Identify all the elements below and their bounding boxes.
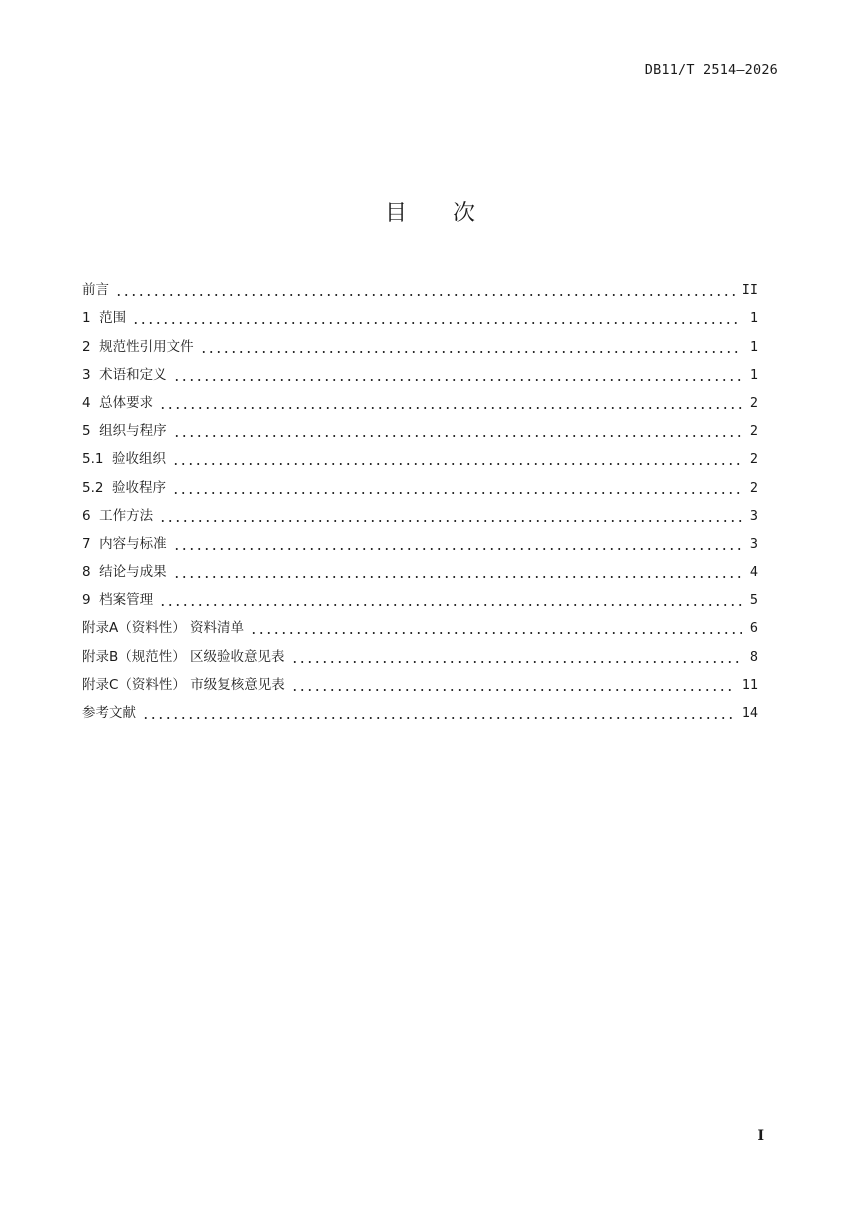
toc-entry-label: 9 档案管理	[82, 592, 154, 609]
toc-entry[interactable]	[82, 582, 758, 610]
toc-entry-label: 5.2 验收程序	[82, 479, 167, 496]
toc-dot-leader	[173, 421, 742, 441]
toc-entry-page: 1	[749, 310, 758, 327]
toc-dot-leader	[173, 562, 742, 582]
toc-entry-page: 11	[741, 676, 758, 693]
toc-dot-leader	[250, 618, 742, 638]
toc-entry-page: 14	[741, 705, 758, 721]
toc-entry-page: 4	[749, 564, 758, 581]
toc-entry-page: 2	[749, 479, 758, 496]
toc-entry-label: 3 术语和定义	[82, 366, 167, 383]
toc-dot-leader	[291, 647, 742, 667]
toc-entry-page: 2	[749, 394, 758, 411]
toc-entry-page: 2	[749, 451, 758, 468]
toc-entry-label: 2 规范性引用文件	[82, 338, 194, 355]
toc-entry-page: 3	[749, 507, 758, 524]
toc-entry-label: 6 工作方法	[82, 507, 154, 524]
toc-entry[interactable]	[82, 554, 758, 582]
toc-dot-leader	[159, 506, 742, 526]
toc-entry[interactable]	[82, 272, 758, 300]
toc-entry[interactable]	[82, 328, 758, 356]
toc-entry-label: 前言	[82, 282, 109, 299]
toc-dot-leader	[142, 703, 736, 723]
toc-dot-leader	[172, 478, 742, 498]
toc-entry-page: 8	[749, 648, 758, 665]
toc-entry-page: 6	[749, 620, 758, 637]
toc-entry-page: 2	[749, 423, 758, 440]
toc-dot-leader	[115, 280, 736, 300]
toc-entry-label: 8 结论与成果	[82, 564, 167, 581]
toc-entry[interactable]	[82, 300, 758, 328]
toc-entry[interactable]	[82, 385, 758, 413]
toc-dot-leader	[172, 449, 742, 469]
toc-entry-page: II	[741, 282, 758, 299]
toc-entry[interactable]	[82, 413, 758, 441]
toc-entry[interactable]	[82, 610, 758, 638]
toc-entry[interactable]	[82, 667, 758, 695]
toc-entry[interactable]	[82, 498, 758, 526]
page-title: 目次	[384, 201, 521, 226]
toc-dot-leader	[159, 590, 742, 610]
toc-entry[interactable]	[82, 526, 758, 554]
toc-entry[interactable]	[82, 469, 758, 497]
toc-dot-leader	[291, 675, 736, 695]
toc-dot-leader	[173, 534, 742, 554]
toc-entry-page: 3	[749, 535, 758, 552]
page-number: I	[757, 1128, 764, 1144]
toc-entry[interactable]	[82, 441, 758, 469]
toc-entry-label: 7 内容与标准	[82, 535, 167, 552]
toc-entry-label: 附录B（规范性） 区级验收意见表	[82, 648, 285, 665]
table-of-contents	[82, 272, 758, 723]
toc-entry-label: 1 范围	[82, 310, 127, 327]
toc-entry-page: 1	[749, 366, 758, 383]
toc-dot-leader	[173, 365, 742, 385]
toc-entry-label: 附录C（资料性） 市级复核意见表	[82, 676, 285, 693]
toc-entry[interactable]	[82, 357, 758, 385]
toc-entry-page: 5	[749, 592, 758, 609]
toc-dot-leader	[200, 337, 742, 357]
toc-entry[interactable]	[82, 695, 758, 723]
toc-entry-label: 参考文献	[82, 705, 136, 721]
toc-entry[interactable]	[82, 638, 758, 666]
toc-dot-leader	[159, 393, 742, 413]
toc-entry-label: 附录A（资料性） 资料清单	[82, 620, 245, 637]
document-code: DB11/T 2514—2026	[644, 62, 778, 78]
toc-entry-label: 4 总体要求	[82, 394, 154, 411]
toc-entry-label: 5 组织与程序	[82, 423, 167, 440]
toc-dot-leader	[132, 308, 742, 328]
toc-entry-label: 5.1 验收组织	[82, 451, 167, 468]
toc-entry-page: 1	[749, 338, 758, 355]
